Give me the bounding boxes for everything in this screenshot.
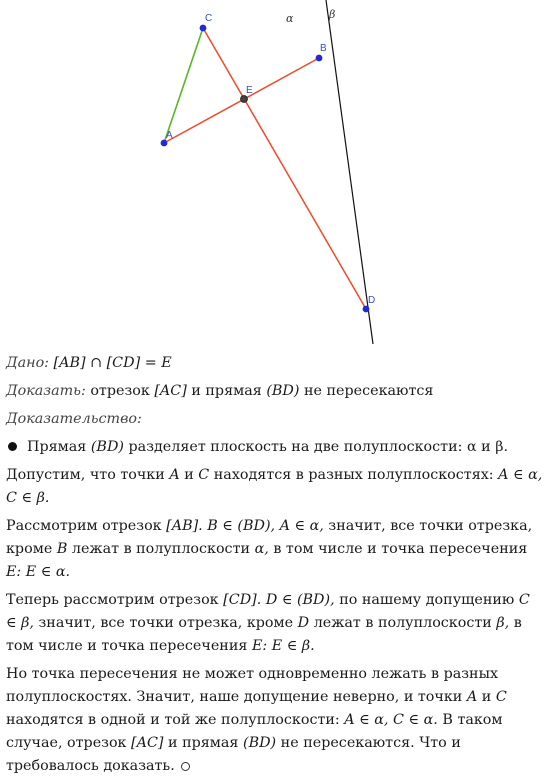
p3-expr-1: B ∈ (BD), A ∈ α, — [207, 518, 324, 534]
p4-expr-2: C ∈ β, — [6, 592, 530, 631]
p5-text-5: не пересекаются. Что и требовалось доказать. — [6, 735, 461, 774]
label-b: B — [320, 43, 327, 54]
paragraph-3 — [6, 515, 544, 584]
p1-text-2: разделяет плоскость на две полуплоскости: α и β. — [128, 439, 509, 455]
given-line — [6, 352, 544, 375]
point-d — [363, 306, 370, 313]
point-b — [316, 55, 323, 62]
p2-and: и — [184, 467, 194, 483]
p4-text-6: точка пересечения — [101, 638, 248, 654]
p4-text-3: значит, все точки отрезка, кроме — [38, 615, 294, 631]
prove-line — [6, 380, 544, 403]
paragraph-1 — [6, 436, 544, 459]
p2-expr: A ∈ α, C ∈ β. — [6, 467, 543, 506]
prove-text-2: и прямая — [191, 383, 262, 399]
given-expr: [AB] ∩ [CD] = E — [53, 355, 172, 371]
p2-point-a: A — [169, 467, 180, 483]
prove-label: Доказать: — [6, 383, 86, 399]
p5-and: и — [481, 689, 492, 705]
p5-text-1: Но точка пересечения не может одновременно лежать в разных полуплоскостях. Значит, наше допущение неверно, и точки — [6, 666, 499, 705]
paragraph-4 — [6, 589, 544, 658]
p3-text-4: в том числе и точка пересечения — [273, 541, 528, 557]
p3-expr-2: E: E ∈ α. — [6, 564, 71, 580]
p5-point-a: A — [466, 689, 478, 705]
proof-text — [6, 352, 544, 783]
label-d: D — [368, 295, 376, 306]
paragraph-2 — [6, 464, 544, 510]
p2-text-2: находятся в разных полуплоскостях: — [213, 467, 494, 483]
p4-text-5: в том числе и — [6, 615, 522, 654]
p1-line: (BD) — [90, 439, 124, 455]
prove-text-1: отрезок — [90, 383, 150, 399]
prove-line-bd: (BD) — [266, 383, 300, 399]
line-bd — [326, 0, 376, 344]
p5-segment: [AC] — [131, 735, 164, 751]
p4-text-1: Теперь рассмотрим отрезок — [6, 592, 219, 608]
p3-text-3: лежат в полуплоскости — [71, 541, 251, 557]
p3-alpha: α, — [254, 541, 269, 557]
p3-segment: [AB]. — [166, 518, 203, 534]
p1-text-1: Прямая — [27, 439, 87, 455]
p5-text-4: и прямая — [168, 735, 239, 751]
proof-label: Доказательство: — [6, 411, 142, 427]
end-of-proof-icon — [181, 762, 190, 771]
p3-point-b: B — [56, 541, 68, 557]
geometry-figure — [0, 0, 550, 350]
p2-text-1: Допустим, что точки — [6, 467, 165, 483]
point-c — [200, 25, 207, 32]
p5-point-c: C — [495, 689, 507, 705]
p5-text-3: В таком случае, отрезок — [6, 712, 503, 751]
p5-text-2: находятся в одной и той же полуплоскости: — [6, 712, 340, 728]
p5-expr: A ∈ α, C ∈ α. — [344, 712, 438, 728]
segment-ac — [164, 28, 203, 143]
p4-beta: β, — [496, 615, 510, 631]
p5-line: (BD) — [243, 735, 277, 751]
point-e — [241, 96, 248, 103]
label-a: A — [166, 130, 173, 141]
label-c: C — [205, 13, 213, 24]
p4-segment: [CD]. — [223, 592, 262, 608]
given-label: Дано: — [6, 355, 49, 371]
bullet-icon — [8, 442, 17, 451]
segment-cd — [203, 28, 366, 309]
paragraph-5 — [6, 663, 544, 778]
p4-text-2: по нашему допущению — [339, 592, 515, 608]
p4-expr-1: D ∈ (BD), — [265, 592, 335, 608]
p4-expr-3: E: E ∈ β. — [251, 638, 315, 654]
label-alpha: α — [286, 12, 294, 25]
label-beta: β — [329, 8, 336, 21]
p3-text-1: Рассмотрим отрезок — [6, 518, 162, 534]
p4-point-d: D — [297, 615, 310, 631]
p2-point-c: C — [198, 467, 210, 483]
label-e: E — [246, 85, 253, 96]
p4-text-4: лежат в полуплоскости — [313, 615, 492, 631]
prove-text-3: не пересекаются — [303, 383, 434, 399]
p3-text-2: значит, все точки отрезка, кроме — [6, 518, 533, 557]
prove-segment: [AC] — [154, 383, 187, 399]
proof-heading — [6, 408, 544, 431]
